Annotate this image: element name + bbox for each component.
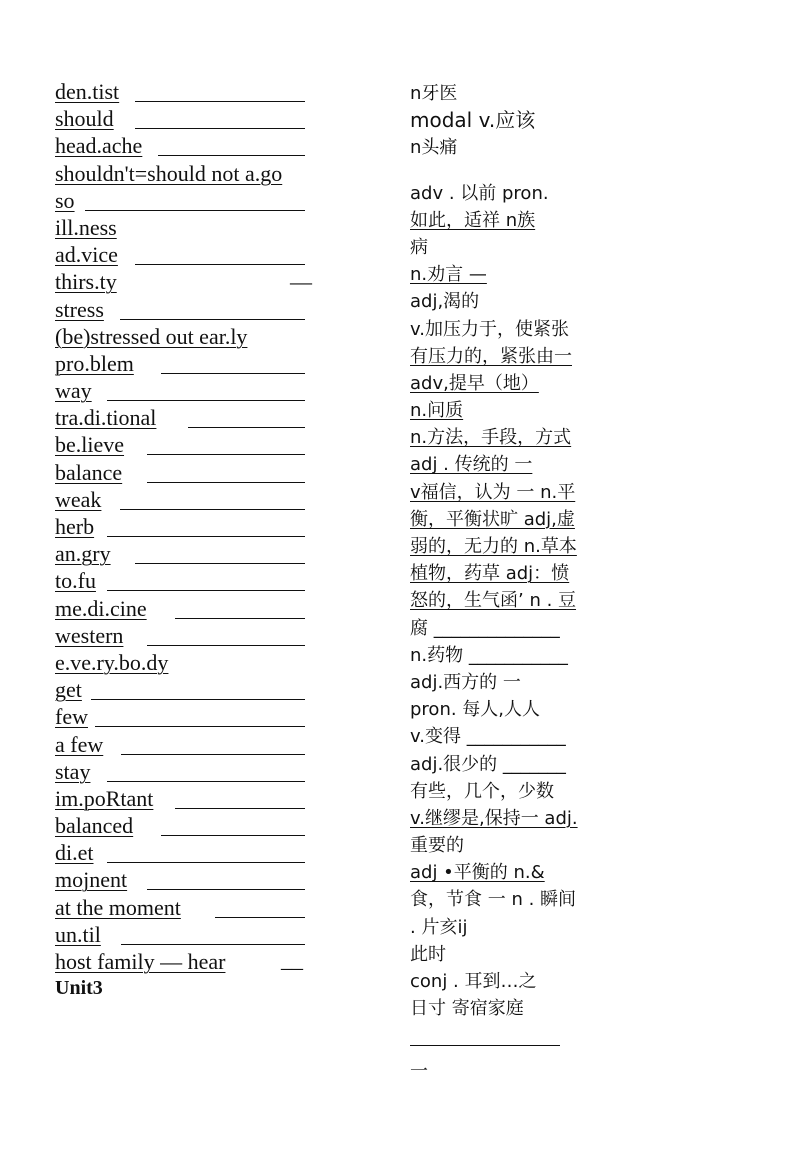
answer-blank xyxy=(120,486,305,510)
definition-line: v.继缪是,保持一 adj. xyxy=(410,807,578,829)
word-illness: ill.ness xyxy=(55,214,117,240)
word-row xyxy=(55,622,305,649)
definition-line: 有些，几个，少数 xyxy=(410,780,554,802)
answer-blank xyxy=(158,132,305,156)
definition-line: adv,提早（地） xyxy=(410,372,539,394)
word-important: im.poRtant xyxy=(55,785,154,811)
answer-blank xyxy=(188,404,305,428)
definition-line: 此时 xyxy=(410,943,446,965)
answer-blank xyxy=(135,241,305,265)
answer-blank xyxy=(121,921,305,945)
unit-heading: Unit3 xyxy=(55,977,103,1000)
word-row xyxy=(55,921,305,948)
definition-line: 弱的，无力的 n.草本 xyxy=(410,536,577,557)
word-problem: pro.blem xyxy=(55,350,134,376)
word-angry: an.gry xyxy=(55,541,111,567)
word-until: un.til xyxy=(55,921,101,947)
word-host-family-hear: host family — hear xyxy=(55,949,226,974)
definition-line: 日寸 寄宿家庭 xyxy=(410,998,524,1020)
answer-blank xyxy=(147,459,305,483)
definition-line: . 片亥ij xyxy=(410,916,468,938)
word-row xyxy=(55,132,305,159)
word-row xyxy=(55,459,305,486)
definition-line: adv . 以前 pron. xyxy=(410,182,549,204)
word-shouldnt: shouldn't=should not a.go xyxy=(55,160,283,186)
definition-line: 衡，平衡状旷 adj,虚 xyxy=(410,508,575,530)
word-row xyxy=(55,948,305,975)
definition-line: 有压力的，紧张由一 xyxy=(410,345,572,367)
definition-line: n.问质 xyxy=(410,400,464,422)
word-traditional: tra.di.tional xyxy=(55,405,157,431)
word-so: so xyxy=(55,187,75,213)
word-row xyxy=(55,866,305,893)
word-tofu: to.fu xyxy=(55,568,96,594)
definition-line: n.药物 ___________ xyxy=(410,644,568,666)
definition-line: 食，节食 一 n . 瞬间 xyxy=(410,889,577,911)
word-row xyxy=(55,214,305,241)
word-row xyxy=(55,785,305,812)
word-row xyxy=(55,105,305,132)
answer-blank xyxy=(107,377,305,401)
word-stay: stay xyxy=(55,758,91,784)
word-row xyxy=(55,187,305,214)
word-stress: stress xyxy=(55,296,104,322)
word-row xyxy=(55,703,305,730)
answer-blank xyxy=(121,731,305,755)
definition-line: 怒的，生气函’ n . 豆 xyxy=(410,590,577,612)
word-row xyxy=(55,595,305,622)
definition-line: 一 xyxy=(410,1061,428,1083)
word-row xyxy=(55,404,305,431)
word-row xyxy=(55,241,305,268)
word-way: way xyxy=(55,378,92,404)
word-row xyxy=(55,486,305,513)
answer-blank xyxy=(135,78,305,102)
definition-line: n头痛 xyxy=(410,137,458,159)
definition-line: v福信，认为 一 n.平 xyxy=(410,481,576,503)
definition-line: 重要的 xyxy=(410,835,464,857)
word-row xyxy=(55,78,305,105)
right-definition-column xyxy=(410,80,620,1086)
word-few: few xyxy=(55,704,88,730)
definition-line: pron. 每人,人人 xyxy=(410,699,541,721)
word-row xyxy=(55,567,305,594)
answer-blank xyxy=(161,350,305,374)
word-thirsty: thirs.ty xyxy=(55,269,117,295)
definition-line: adj •平衡的 n.& xyxy=(410,862,545,884)
answer-blank xyxy=(107,567,305,591)
answer-blank xyxy=(85,187,305,211)
answer-blank xyxy=(107,758,305,782)
word-advice: ad.vice xyxy=(55,242,118,268)
answer-blank xyxy=(135,105,305,129)
definition-line: adj.很少的 _______ xyxy=(410,753,566,775)
answer-blank xyxy=(135,540,305,564)
answer-blank xyxy=(95,703,305,727)
left-word-column xyxy=(55,78,312,1002)
word-balance: balance xyxy=(55,459,123,485)
word-row xyxy=(55,268,312,295)
word-row xyxy=(55,812,305,839)
word-row xyxy=(55,377,305,404)
word-row xyxy=(55,731,305,758)
word-balanced: balanced xyxy=(55,813,134,839)
answer-blank xyxy=(91,676,305,700)
word-everybody: e.ve.ry.bo.dy xyxy=(55,649,169,675)
definition-line: 病 xyxy=(410,236,428,258)
word-dentist: den.tist xyxy=(55,79,120,104)
word-row xyxy=(55,758,305,785)
definition-line: modal v.应该 xyxy=(410,108,536,133)
word-row xyxy=(55,676,305,703)
answer-rule xyxy=(410,1045,560,1046)
word-weak: weak xyxy=(55,486,102,512)
word-row xyxy=(55,296,305,323)
word-western: western xyxy=(55,622,124,648)
word-row xyxy=(55,350,305,377)
answer-blank xyxy=(107,513,305,537)
word-medicine: me.di.cine xyxy=(55,595,147,621)
definition-line: n.劝言 — xyxy=(410,264,487,286)
word-row xyxy=(55,160,305,187)
answer-blank xyxy=(147,866,305,890)
word-should: should xyxy=(55,106,114,132)
definition-line: 如此，适祥 n族 xyxy=(410,209,536,231)
word-stressed-out-early: (be)stressed out ear.ly xyxy=(55,323,248,349)
word-row xyxy=(55,649,305,676)
answer-blank xyxy=(215,894,305,918)
definition-line: v.加压力于，使紧张 xyxy=(410,318,569,340)
word-row xyxy=(55,513,305,540)
word-get: get xyxy=(55,677,82,703)
definition-line: 腐 ______________ xyxy=(410,617,560,639)
word-herb: herb xyxy=(55,514,95,539)
answer-blank xyxy=(107,839,305,863)
word-row xyxy=(55,839,305,866)
word-row xyxy=(55,540,305,567)
answer-blank xyxy=(120,296,305,320)
word-row xyxy=(55,323,305,350)
definition-line: adj,渴的 xyxy=(410,291,480,313)
definition-line xyxy=(410,1022,620,1058)
definition-line: n牙医 xyxy=(410,83,458,104)
word-diet: di.et xyxy=(55,840,94,866)
dash: __ xyxy=(281,947,303,972)
answer-blank xyxy=(147,431,305,455)
word-headache: head.ache xyxy=(55,133,143,159)
answer-blank xyxy=(147,622,305,646)
answer-blank xyxy=(175,595,305,619)
definition-line: v.变得 ___________ xyxy=(410,726,566,748)
definition-line: adj . 传统的 一 xyxy=(410,454,533,476)
definition-line: n.方法，手段，方式 xyxy=(410,427,572,449)
definition-line: 植物，药草 adj：愤 xyxy=(410,563,570,585)
word-moment: mojnent xyxy=(55,867,128,893)
word-row xyxy=(55,431,305,458)
definition-line xyxy=(410,162,620,180)
word-at-the-moment: at the moment xyxy=(55,894,181,920)
definition-line: conj . 耳到…之 xyxy=(410,971,537,992)
word-row xyxy=(55,894,305,921)
word-a-few: a few xyxy=(55,731,104,757)
word-believe: be.lieve xyxy=(55,432,125,458)
answer-blank xyxy=(175,785,305,809)
definition-line: adj.西方的 一 xyxy=(410,671,521,693)
dash: — xyxy=(290,269,312,295)
answer-blank xyxy=(161,812,305,836)
